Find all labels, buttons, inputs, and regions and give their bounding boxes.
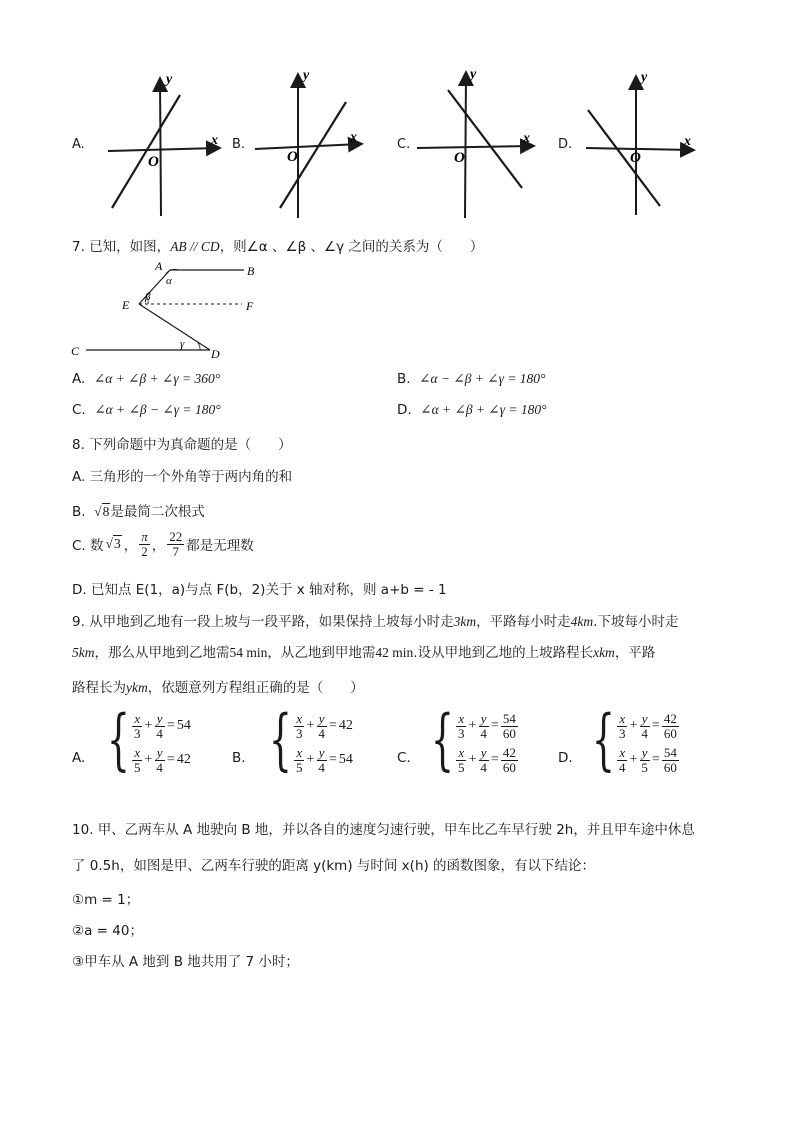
time-54: 54 min [229, 645, 268, 660]
origin-label: O [454, 150, 465, 166]
var-x: xkm [593, 645, 615, 660]
q7-option-d-text: ∠α + ∠β + ∠γ = 180° [420, 402, 547, 417]
q9-option-b-letter: B. [232, 750, 246, 766]
q9-text: ，依题意列方程组正确的是（ ） [147, 680, 364, 696]
left-brace: { [430, 701, 454, 779]
q6-graph-c [412, 68, 542, 223]
flat-speed: 4km [570, 614, 594, 629]
q9-text: .下坡每小时走 [593, 614, 679, 630]
q7-text-1: 已知，如图， [89, 239, 171, 255]
q7-option-d [397, 402, 547, 418]
q9-text: 9. 从甲地到乙地有一段上坡与一段平路，如果保持上坡每小时走 [72, 614, 454, 630]
q8-option-c-letter: C. 数 [72, 538, 104, 555]
time-42: 42 min [375, 645, 414, 660]
label-alpha: α [166, 275, 172, 287]
left-brace: { [591, 701, 615, 779]
q9-text: ，从乙地到甲地需 [267, 645, 376, 661]
label-e: E [122, 298, 130, 312]
x-axis [417, 146, 532, 148]
q9-text: ，平路 [614, 645, 656, 661]
label-b: B [247, 264, 255, 278]
q8-option-c: C. 数 √3 ， $\frac{\pi}{2}$ ， $\frac{22}{7}$ 都是无理数 [72, 529, 254, 559]
q7-option-b-letter: B. [397, 371, 411, 387]
q8-option-b-letter: B. [72, 504, 86, 520]
q10-conclusion-1: ①m = 1； [72, 892, 140, 908]
q7-option-b [397, 371, 545, 387]
left-brace: { [106, 701, 130, 779]
q6-graph-a [100, 70, 230, 220]
q9-option-c-system: { $\frac{x}{3}$ + $\frac{y}{4}$ = $\frac{54}{60}$ $\frac{x}{5}$ + $\frac{y}{4}$ = $\frac{42}{60}$ [430, 701, 516, 779]
q7-option-a-letter: A. [72, 371, 86, 387]
x-axis [108, 148, 218, 151]
label-d: D [211, 347, 220, 361]
origin-label: O [287, 149, 298, 165]
q7-option-c-letter: C. [72, 402, 86, 418]
q8-option-c-text: 都是无理数 [186, 538, 254, 555]
label-a: A [155, 259, 163, 273]
q9-line-2 [72, 641, 655, 661]
sqrt-3: √3 [105, 536, 121, 552]
origin-label: O [630, 150, 641, 166]
sqrt-8: √8 [94, 504, 110, 519]
q9-option-a-letter: A. [72, 750, 86, 766]
q9-option-a-system: { $\frac{x}{3}$ + $\frac{y}{4}$ = 54 $\frac{x}{5}$ + $\frac{y}{4}$ = 42 [106, 701, 191, 779]
y-label: y [303, 68, 310, 83]
q8-option-a: A. 三角形的一个外角等于两内角的和 [72, 469, 293, 485]
q9-option-c-letter: C. [397, 750, 411, 766]
y-axis [160, 80, 161, 216]
q9-text: ，平路每小时走 [476, 614, 571, 630]
q7-option-a-text: ∠α + ∠β + ∠γ = 360° [93, 371, 221, 386]
q9-text: .设从甲地到乙地的上坡路程长 [413, 645, 594, 661]
q7-figure [66, 258, 276, 366]
q9-line-3 [72, 676, 364, 696]
left-brace: { [268, 701, 292, 779]
origin-label: O [148, 154, 159, 170]
q9-option-d-letter: D. [558, 750, 573, 766]
var-y: ykm [126, 680, 148, 695]
q7-number: 7. [72, 239, 85, 255]
q8-option-b-text: 是最简二次根式 [110, 504, 205, 520]
fraction-22-over-7: $\frac{22}{7}$ [169, 529, 183, 559]
fraction-pi-over-2: $\frac{\pi}{2}$ [141, 529, 148, 559]
x-label: x [211, 133, 218, 148]
q9-option-b-system: { $\frac{x}{3}$ + $\frac{y}{4}$ = 42 $\frac{x}{5}$ + $\frac{y}{4}$ = 54 [268, 701, 353, 779]
q7-text-2: ，则∠α 、∠β 、∠γ 之间的关系为（ ） [219, 239, 484, 255]
q6-option-b-letter: B. [232, 137, 246, 152]
y-label: y [641, 70, 648, 85]
q10-conclusion-3: ③甲车从 A 地到 B 地共用了 7 小时； [72, 954, 299, 970]
label-beta: β [145, 291, 151, 303]
q6-option-a-letter: A. [72, 137, 85, 152]
label-c: C [71, 344, 80, 358]
q10-conclusion-2: ②a = 40； [72, 923, 143, 939]
function-line [448, 90, 522, 188]
q6-graph-d [580, 70, 700, 220]
q8-stem: 8. 下列命题中为真命题的是（ ） [72, 437, 292, 453]
q8-option-b [72, 500, 205, 520]
q9-text: 路程长为 [72, 680, 126, 696]
q6-graph-b [250, 68, 370, 223]
y-label: y [166, 72, 173, 87]
q8-option-d: D. 已知点 E(1，a)与点 F(b，2)关于 x 轴对称，则 a+b = - 1 [72, 582, 447, 598]
q9-option-d-system: { $\frac{x}{3}$ + $\frac{y}{4}$ = $\frac{42}{60}$ $\frac{x}{4}$ + $\frac{y}{5}$ = $\frac{54}{60}$ [591, 701, 677, 779]
q7-option-d-letter: D. [397, 402, 412, 418]
x-axis [255, 144, 360, 149]
q7-option-c [72, 402, 221, 418]
q7-option-a [72, 371, 220, 387]
y-axis [465, 74, 466, 218]
q10-line-2: 了 0.5h，如图是甲、乙两车行驶的距离 y(km) 与时间 x(h) 的函数图象，有以下结论： [72, 858, 596, 874]
label-gamma: γ [180, 338, 185, 350]
q6-option-c-letter: C. [397, 137, 411, 152]
q9-line-1 [72, 610, 678, 630]
y-label: y [470, 68, 477, 82]
q10-line-1: 10. 甲、乙两车从 A 地驶向 B 地，并以各自的速度匀速行驶，甲车比乙车早行驶 2h，并且甲车途中休息 [72, 822, 695, 838]
x-label: x [684, 134, 691, 149]
x-label: x [350, 130, 357, 145]
q9-text: ，那么从甲地到乙地需 [94, 645, 230, 661]
q7-stem [72, 235, 483, 255]
label-f: F [246, 299, 254, 313]
segment-ed [139, 304, 210, 350]
x-label: x [523, 131, 530, 146]
uphill-speed: 3km [453, 614, 477, 629]
downhill-speed: 5km [72, 645, 95, 660]
q7-option-c-text: ∠α + ∠β − ∠γ = 180° [94, 402, 221, 417]
function-line [588, 110, 660, 206]
q7-parallel-relation: AB // CD [170, 239, 220, 254]
q7-option-b-text: ∠α − ∠β + ∠γ = 180° [419, 371, 546, 386]
q6-option-d-letter: D. [558, 137, 573, 152]
